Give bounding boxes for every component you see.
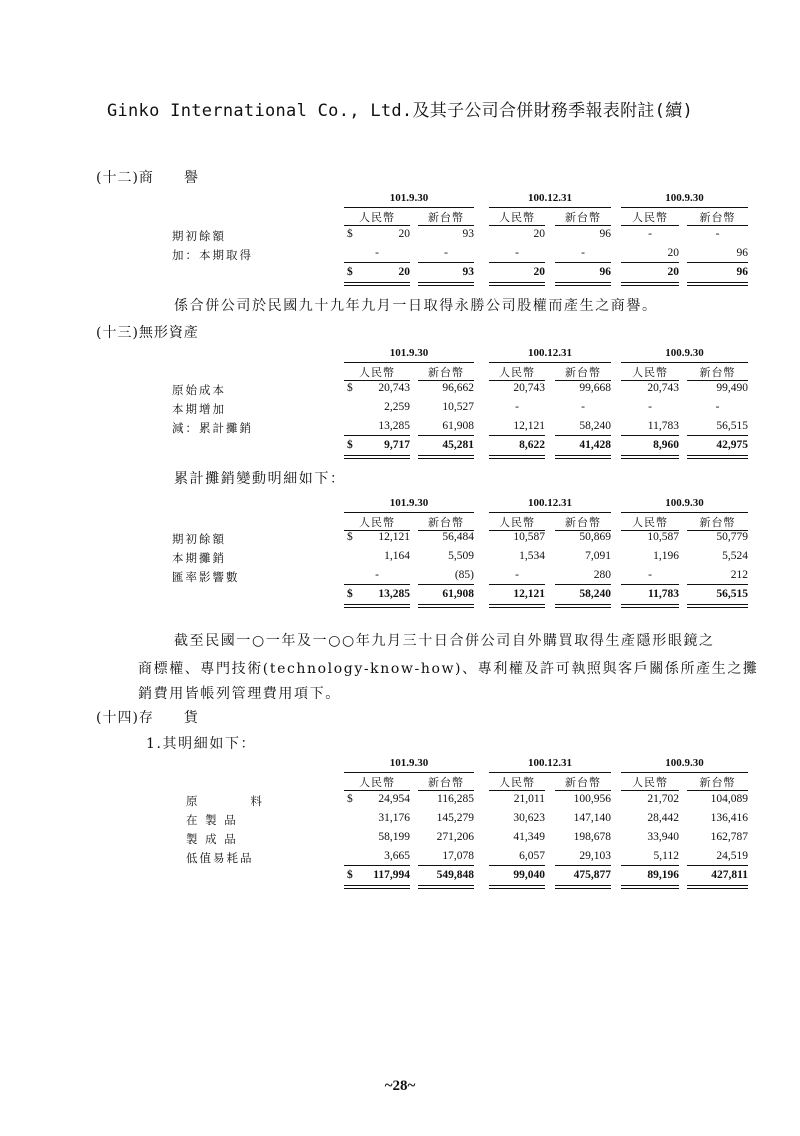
- inventory-row-label: 原 料: [186, 794, 272, 808]
- inventory-subheading: 1.其明細如下：: [146, 736, 257, 752]
- inventory-currency-underline: [489, 790, 545, 791]
- section-heading-intangibles: (十三)無形資產: [96, 325, 199, 341]
- inventory-subtotal-underline: [489, 865, 545, 866]
- amort-dollar-sign: $: [347, 531, 353, 543]
- intangibles-currency-underline: [687, 380, 748, 381]
- amort-cell: 280: [593, 569, 611, 581]
- amort-subtotal-underline: [344, 584, 410, 585]
- inventory-cell: 6,057: [519, 850, 545, 862]
- inventory-currency-underline: [621, 790, 679, 791]
- goodwill-currency-underline: [555, 225, 611, 226]
- inventory-subtotal-underline: [687, 865, 748, 866]
- inventory-total-cell: 475,877: [573, 869, 611, 881]
- amort-cell: -: [375, 569, 379, 581]
- inventory-cell: 136,416: [710, 812, 748, 824]
- goodwill-dollar-sign: $: [347, 228, 353, 240]
- inventory-cell: 24,519: [716, 850, 748, 862]
- goodwill-total-double-underline: [418, 282, 474, 286]
- inventory-cell: 58,199: [378, 831, 410, 843]
- inventory-cell: 271,206: [436, 831, 474, 843]
- goodwill-row-label: 加：本期取得: [172, 248, 253, 262]
- goodwill-cell: -: [581, 247, 585, 259]
- intangibles-cell: 56,515: [716, 420, 748, 432]
- paragraph-line-2: 商標權、專門技術(technology-know-how)、專利權及許可執照與客戶關係所產生之攤: [138, 661, 759, 677]
- intangibles-total-cell: 9,717: [384, 439, 410, 451]
- inventory-period-underline: [489, 772, 611, 773]
- goodwill-currency-header: 人民幣: [499, 211, 535, 224]
- intangibles-currency-header: 新台幣: [428, 366, 464, 379]
- goodwill-period-header: 100.12.31: [528, 192, 572, 204]
- intangibles-period-underline: [621, 362, 748, 363]
- intangibles-cell: 13,285: [378, 420, 410, 432]
- intangibles-currency-underline: [344, 380, 410, 381]
- inventory-currency-header: 人民幣: [499, 776, 535, 789]
- amort-total-cell: 58,240: [579, 588, 611, 600]
- goodwill-cell: -: [648, 228, 652, 240]
- goodwill-cell: -: [375, 247, 379, 259]
- intangibles-subtotal-underline: [418, 435, 474, 436]
- intangibles-total-double-underline: [344, 455, 410, 459]
- inventory-total-double-underline: [687, 885, 748, 889]
- inventory-total-double-underline: [418, 885, 474, 889]
- amort-cell: 10,587: [513, 531, 545, 543]
- intangibles-subtotal-underline: [555, 435, 611, 436]
- amort-total-cell: 13,285: [378, 588, 410, 600]
- intangibles-currency-header: 新台幣: [699, 366, 736, 379]
- inventory-dollar-sign: $: [347, 793, 353, 805]
- goodwill-currency-header: 人民幣: [359, 211, 395, 224]
- amort-cell: 1,534: [519, 550, 545, 562]
- goodwill-cell: 93: [462, 228, 474, 240]
- intangibles-cell: 2,259: [384, 401, 410, 413]
- intangibles-cell: 10,527: [442, 401, 474, 413]
- goodwill-currency-header: 人民幣: [632, 211, 668, 224]
- amort-cell: -: [515, 569, 519, 581]
- goodwill-subtotal-underline: [418, 262, 474, 263]
- goodwill-currency-header: 新台幣: [699, 211, 736, 224]
- inventory-cell: 21,702: [647, 793, 679, 805]
- inventory-total-cell: 117,994: [373, 869, 410, 881]
- amort-total-double-underline: [418, 604, 474, 608]
- amort-currency-header: 新台幣: [428, 516, 464, 529]
- inventory-currency-header: 人民幣: [359, 776, 395, 789]
- inventory-currency-header: 新台幣: [565, 776, 601, 789]
- goodwill-total-double-underline: [621, 282, 679, 286]
- inventory-total-double-underline: [489, 885, 545, 889]
- goodwill-total-cell: 20: [667, 266, 679, 278]
- intangibles-cell: 12,121: [513, 420, 545, 432]
- goodwill-currency-header: 新台幣: [428, 211, 464, 224]
- section-heading-inventory: (十四)存 貨: [96, 710, 199, 726]
- intangibles-cell: 99,490: [716, 382, 748, 394]
- intangibles-cell: 61,908: [442, 420, 474, 432]
- intangibles-cell: 20,743: [647, 382, 679, 394]
- intangibles-subtotal-underline: [621, 435, 679, 436]
- intangibles-currency-underline: [555, 380, 611, 381]
- intangibles-cell: -: [515, 401, 519, 413]
- inventory-subtotal-underline: [418, 865, 474, 866]
- amort-cell: 7,091: [585, 550, 611, 562]
- amort-cell: 50,869: [579, 531, 611, 543]
- inventory-cell: 162,787: [710, 831, 748, 843]
- amort-cell: 56,484: [442, 531, 474, 543]
- goodwill-period-underline: [344, 207, 474, 208]
- intangibles-total-cell: 8,960: [653, 439, 679, 451]
- inventory-period-underline: [344, 772, 474, 773]
- goodwill-currency-header: 新台幣: [565, 211, 601, 224]
- inventory-total-cell: 89,196: [647, 869, 679, 881]
- goodwill-total-double-underline: [489, 282, 545, 286]
- intangibles-cell: 20,743: [513, 382, 545, 394]
- inventory-subtotal-underline: [344, 865, 410, 866]
- amort-total-dollar-sign: $: [347, 588, 353, 600]
- goodwill-currency-underline: [489, 225, 545, 226]
- intangibles-row-label: 原始成本: [172, 383, 226, 397]
- inventory-cell: 17,078: [442, 850, 474, 862]
- inventory-total-double-underline: [555, 885, 611, 889]
- page-title: Ginko International Co., Ltd.及其子公司合併財務季報表附註(續): [106, 101, 694, 121]
- intangibles-row-label: 本期增加: [172, 402, 226, 416]
- intangibles-currency-underline: [621, 380, 679, 381]
- amort-period-underline: [621, 512, 748, 513]
- intangibles-cell: -: [715, 401, 720, 413]
- paragraph-line-1: 截至民國一○一年及一○○年九月三十日合併公司自外購買取得生產隱形眼鏡之: [174, 633, 715, 649]
- inventory-total-dollar-sign: $: [347, 869, 353, 881]
- intangibles-cell: 20,743: [378, 382, 410, 394]
- amort-total-cell: 12,121: [513, 588, 545, 600]
- goodwill-subtotal-underline: [555, 262, 611, 263]
- inventory-cell: 28,442: [647, 812, 679, 824]
- intangibles-cell: 58,240: [579, 420, 611, 432]
- intangibles-cell: 96,662: [442, 382, 474, 394]
- intangibles-dollar-sign: $: [347, 382, 353, 394]
- goodwill-cell: -: [515, 247, 519, 259]
- goodwill-period-underline: [621, 207, 748, 208]
- intangibles-currency-underline: [489, 380, 545, 381]
- inventory-subtotal-underline: [621, 865, 679, 866]
- intangibles-subtotal-underline: [687, 435, 748, 436]
- goodwill-subtotal-underline: [687, 262, 748, 263]
- goodwill-currency-underline: [344, 225, 410, 226]
- amort-cell: 10,587: [647, 531, 679, 543]
- inventory-cell: 100,956: [573, 793, 611, 805]
- amort-currency-header: 人民幣: [632, 516, 668, 529]
- inventory-currency-underline: [555, 790, 611, 791]
- amort-cell: 12,121: [378, 531, 410, 543]
- page-number: ~28~: [384, 1078, 416, 1094]
- intangibles-cell: 99,668: [579, 382, 611, 394]
- goodwill-cell: 20: [667, 247, 679, 259]
- intangibles-cell: -: [648, 401, 652, 413]
- intangibles-total-cell: 8,622: [519, 439, 545, 451]
- goodwill-period-header: 101.9.30: [389, 192, 429, 204]
- goodwill-total-cell: 96: [599, 266, 611, 278]
- goodwill-cell: 96: [736, 247, 748, 259]
- amort-subtotal-underline: [555, 584, 611, 585]
- inventory-cell: 145,279: [436, 812, 474, 824]
- goodwill-currency-underline: [687, 225, 748, 226]
- intangibles-currency-header: 人民幣: [359, 366, 395, 379]
- amort-currency-header: 新台幣: [565, 516, 601, 529]
- intangibles-cell: 11,783: [647, 420, 679, 432]
- amort-currency-header: 新台幣: [699, 516, 736, 529]
- goodwill-cell: 20: [533, 228, 545, 240]
- goodwill-total-double-underline: [344, 282, 410, 286]
- inventory-row-label: 低值易耗品: [186, 851, 254, 865]
- goodwill-total-cell: 20: [398, 266, 410, 278]
- amort-total-double-underline: [687, 604, 748, 608]
- amort-cell: 212: [730, 569, 748, 581]
- intangibles-subtotal-underline: [489, 435, 545, 436]
- goodwill-subtotal-underline: [621, 262, 679, 263]
- amort-cell: 5,524: [722, 550, 748, 562]
- inventory-period-header: 101.9.30: [389, 757, 429, 769]
- goodwill-row-label: 期初餘額: [172, 229, 226, 243]
- intangibles-currency-header: 新台幣: [565, 366, 601, 379]
- intangibles-currency-underline: [418, 380, 474, 381]
- amort-subtotal-underline: [687, 584, 748, 585]
- goodwill-total-dollar-sign: $: [347, 266, 353, 278]
- intangibles-currency-header: 人民幣: [632, 366, 668, 379]
- amort-cell: 5,509: [448, 550, 474, 562]
- amort-cell: 1,196: [653, 550, 679, 562]
- goodwill-total-double-underline: [555, 282, 611, 286]
- amort-total-double-underline: [621, 604, 679, 608]
- amort-cell: -: [648, 569, 652, 581]
- inventory-currency-header: 人民幣: [632, 776, 668, 789]
- inventory-cell: 147,140: [573, 812, 611, 824]
- inventory-cell: 104,089: [710, 793, 748, 805]
- amort-currency-header: 人民幣: [499, 516, 535, 529]
- intangibles-period-underline: [344, 362, 474, 363]
- intangibles-total-cell: 45,281: [442, 439, 474, 451]
- intangibles-total-dollar-sign: $: [347, 439, 353, 451]
- goodwill-currency-underline: [621, 225, 679, 226]
- amort-cell: (85): [454, 569, 474, 581]
- amort-row-label: 期初餘額: [172, 532, 226, 546]
- amort-period-underline: [344, 512, 474, 513]
- amort-row-label: 匯率影響數: [172, 570, 240, 584]
- amort-period-header: 101.9.30: [389, 497, 429, 509]
- inventory-cell: 5,112: [653, 850, 679, 862]
- goodwill-subtotal-underline: [344, 262, 410, 263]
- inventory-total-cell: 549,848: [436, 869, 474, 881]
- intangibles-period-header: 100.9.30: [665, 347, 704, 359]
- inventory-cell: 21,011: [513, 793, 545, 805]
- inventory-subtotal-underline: [555, 865, 611, 866]
- goodwill-total-cell: 96: [736, 266, 748, 278]
- amort-total-cell: 11,783: [648, 588, 679, 600]
- intangibles-period-underline: [489, 362, 611, 363]
- inventory-cell: 116,285: [437, 793, 474, 805]
- inventory-cell: 29,103: [579, 850, 611, 862]
- inventory-currency-header: 新台幣: [699, 776, 736, 789]
- inventory-cell: 31,176: [378, 812, 410, 824]
- amort-total-double-underline: [489, 604, 545, 608]
- inventory-cell: 3,665: [384, 850, 410, 862]
- goodwill-note: 係合併公司於民國九十九年九月一日取得永勝公司股權而產生之商譽。: [174, 298, 658, 314]
- amort-currency-header: 人民幣: [359, 516, 395, 529]
- intangibles-total-double-underline: [555, 455, 611, 459]
- inventory-cell: 33,940: [647, 831, 679, 843]
- intangibles-cell: -: [581, 401, 585, 413]
- inventory-cell: 198,678: [573, 831, 611, 843]
- amort-total-cell: 56,515: [716, 588, 748, 600]
- amort-period-header: 100.12.31: [528, 497, 572, 509]
- inventory-currency-underline: [418, 790, 474, 791]
- inventory-cell: 41,349: [513, 831, 545, 843]
- goodwill-total-double-underline: [687, 282, 748, 286]
- amort-total-cell: 61,908: [442, 588, 474, 600]
- amort-period-header: 100.9.30: [665, 497, 704, 509]
- inventory-cell: 24,954: [378, 793, 410, 805]
- goodwill-total-cell: 20: [533, 266, 545, 278]
- goodwill-cell: 96: [599, 228, 611, 240]
- intangibles-total-double-underline: [621, 455, 679, 459]
- amort-row-label: 本期攤銷: [172, 551, 226, 565]
- intangibles-currency-header: 人民幣: [499, 366, 535, 379]
- goodwill-period-header: 100.9.30: [665, 192, 704, 204]
- intangibles-total-double-underline: [418, 455, 474, 459]
- inventory-period-header: 100.12.31: [528, 757, 572, 769]
- goodwill-total-cell: 93: [462, 266, 474, 278]
- amort-cell: 1,164: [384, 550, 410, 562]
- inventory-total-cell: 427,811: [711, 869, 748, 881]
- intangibles-period-header: 101.9.30: [389, 347, 429, 359]
- intangibles-period-header: 100.12.31: [528, 347, 572, 359]
- inventory-total-double-underline: [621, 885, 679, 889]
- intangibles-total-double-underline: [489, 455, 545, 459]
- goodwill-cell: -: [444, 247, 448, 259]
- inventory-currency-underline: [687, 790, 748, 791]
- intangibles-total-double-underline: [687, 455, 748, 459]
- amort-subtotal-underline: [489, 584, 545, 585]
- intangibles-total-cell: 42,975: [716, 439, 748, 451]
- goodwill-subtotal-underline: [489, 262, 545, 263]
- amort-subtotal-underline: [418, 584, 474, 585]
- goodwill-currency-underline: [418, 225, 474, 226]
- inventory-total-double-underline: [344, 885, 410, 889]
- goodwill-cell: -: [715, 228, 720, 240]
- intangibles-subtotal-underline: [344, 435, 410, 436]
- section-heading-goodwill: (十二)商 譽: [96, 170, 199, 186]
- amort-subtotal-underline: [621, 584, 679, 585]
- inventory-currency-header: 新台幣: [428, 776, 464, 789]
- intangibles-row-label: 減：累計攤銷: [172, 421, 253, 435]
- inventory-row-label: 在 製 品: [186, 813, 238, 827]
- goodwill-period-underline: [489, 207, 611, 208]
- inventory-period-header: 100.9.30: [665, 757, 704, 769]
- amort-period-underline: [489, 512, 611, 513]
- amort-total-double-underline: [344, 604, 410, 608]
- inventory-total-cell: 99,040: [513, 869, 545, 881]
- amort-cell: 50,779: [716, 531, 748, 543]
- inventory-row-label: 製 成 品: [186, 832, 238, 846]
- amortization-subheading: 累計攤銷變動明細如下：: [174, 471, 346, 487]
- inventory-cell: 30,623: [513, 812, 545, 824]
- inventory-period-underline: [621, 772, 748, 773]
- amort-total-double-underline: [555, 604, 611, 608]
- paragraph-line-3: 銷費用皆帳列管理費用項下。: [138, 686, 341, 702]
- inventory-currency-underline: [344, 790, 410, 791]
- intangibles-total-cell: 41,428: [579, 439, 611, 451]
- goodwill-cell: 20: [398, 228, 410, 240]
